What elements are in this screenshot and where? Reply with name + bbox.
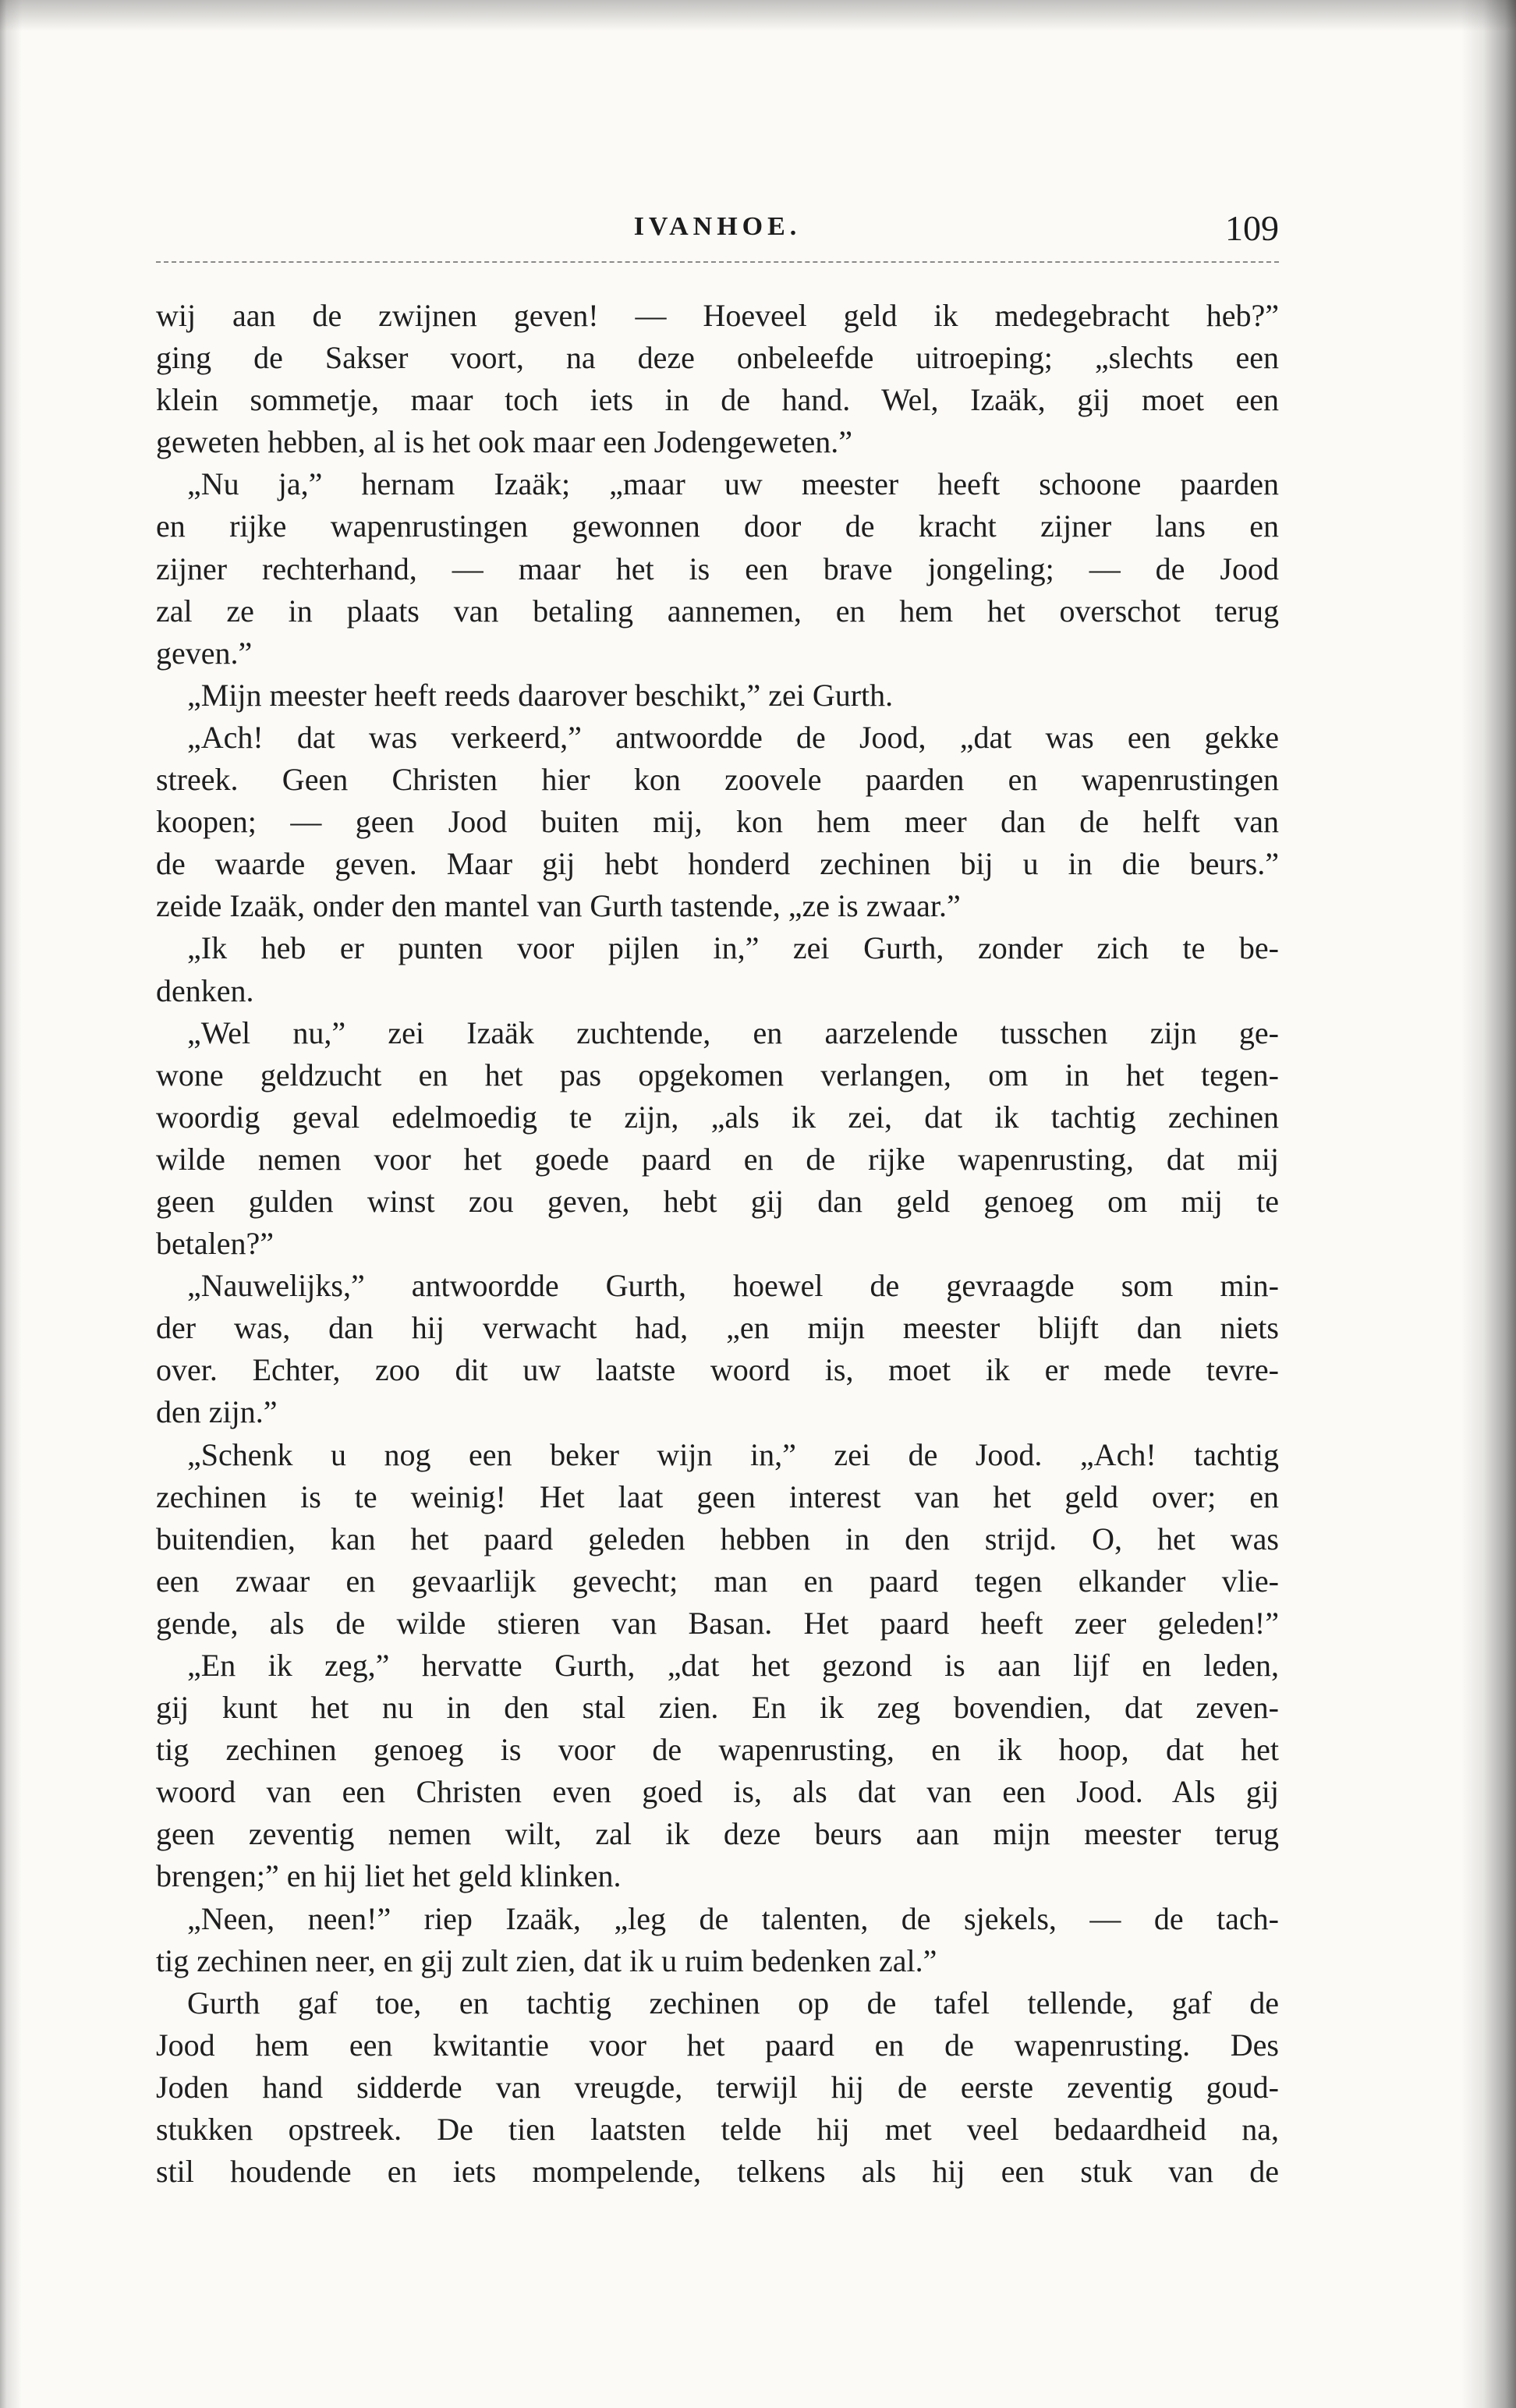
text-line: Gurth gaf toe, en tachtig zechinen op de tafel tellende, gaf de (187, 1985, 1279, 2020)
text-line: geen zeventig nemen wilt, zal ik deze beurs aan mijn meester terug (156, 1816, 1279, 1852)
text-line: brengen;” en hij liet het geld klinken. (156, 1858, 622, 1894)
text-line: „Ik heb er punten voor pijlen in,” zei Gurth, zonder zich te be- (187, 930, 1279, 966)
text-line: en rijke wapenrustingen gewonnen door de kracht zijner lans en (156, 508, 1279, 544)
text-line: der was, dan hij verwacht had, „en mijn meester blijft dan niets (156, 1310, 1279, 1346)
text-line: zeide Izaäk, onder den mantel van Gurth tastende, „ze is zwaar.” (156, 888, 961, 924)
text-line: geven.” (156, 635, 253, 671)
text-line: tig zechinen neer, en gij zult zien, dat ik u ruim bedenken zal.” (156, 1942, 937, 1978)
text-line: stukken opstreek. De tien laatsten telde hij met veel bedaardheid na, (156, 2112, 1279, 2148)
text-line: zal ze in plaats van betaling aannemen, en hem het overschot terug (156, 593, 1279, 629)
text-line: „Nu ja,” hernam Izaäk; „maar uw meester heeft schoone paarden (187, 466, 1279, 502)
text-line: wilde nemen voor het goede paard en de rijke wapenrusting, dat mij (156, 1141, 1279, 1177)
text-line: „Nauwelijks,” antwoordde Gurth, hoewel de gevraagde som min- (187, 1268, 1279, 1304)
text-line: ging de Sakser voort, na deze onbeleefde uitroeping; „slechts een (156, 340, 1279, 376)
text-line: tig zechinen genoeg is voor de wapenrusting, en ik hoop, dat het (156, 1732, 1279, 1768)
text-line: „Neen, neen!” riep Izaäk, „leg de talenten, de sjekels, — de tach- (187, 1900, 1279, 1936)
text-line: buitendien, kan het paard geleden hebben in den strijd. O, het was (156, 1521, 1279, 1556)
text-line: wone geldzucht en het pas opgekomen verlangen, om in het tegen- (156, 1057, 1279, 1092)
page-edge-shadow-right (1461, 0, 1516, 2408)
text-line: de waarde geven. Maar gij hebt honderd zechinen bij u in die beurs.” (156, 846, 1279, 882)
page-number: 109 (1225, 208, 1279, 248)
text-line: „Ach! dat was verkeerd,” antwoordde de Jood, „dat was een gekke (187, 719, 1279, 755)
page-edge-shadow-left (0, 0, 22, 2408)
body-text (156, 295, 1279, 2193)
text-line: geweten hebben, al is het ook maar een Jodengeweten.” (156, 424, 852, 460)
text-line: over. Echter, zoo dit uw laatste woord is, moet ik er mede tevre- (156, 1352, 1279, 1388)
page-edge-shadow-top (0, 0, 1516, 31)
running-title: IVANHOE. (633, 212, 802, 241)
text-line: wij aan de zwijnen geven! — Hoeveel geld ik medegebracht heb?” (156, 298, 1279, 333)
text-line: gende, als de wilde stieren van Basan. Het paard heeft zeer geleden!” (156, 1605, 1279, 1641)
text-line: „Schenk u nog een beker wijn in,” zei de Jood. „Ach! tachtig (187, 1436, 1279, 1472)
text-line: woordig geval edelmoedig te zijn, „als ik zei, dat ik tachtig zechinen (156, 1099, 1279, 1135)
text-line: Jood hem een kwitantie voor het paard en de wapenrusting. Des (156, 2027, 1279, 2063)
text-line: gij kunt het nu in den stal zien. En ik zeg bovendien, dat zeven- (156, 1690, 1279, 1726)
text-line: stil houdende en iets mompelende, telkens als hij een stuk van de (156, 2154, 1279, 2190)
text-line: Joden hand sidderde van vreugde, terwijl hij de eerste zeventig goud- (156, 2069, 1279, 2105)
text-line: betalen?” (156, 1226, 274, 1262)
text-line: zechinen is te weinig! Het laat geen interest van het geld over; en (156, 1478, 1279, 1514)
page-header (156, 208, 1279, 259)
text-line: geen gulden winst zou geven, hebt gij dan geld genoeg om mij te (156, 1183, 1279, 1219)
text-line: klein sommetje, maar toch iets in de hand. Wel, Izaäk, gij moet een (156, 382, 1279, 418)
text-line: denken. (156, 972, 254, 1008)
text-line: zijner rechterhand, — maar het is een brave jongeling; — de Jood (156, 551, 1279, 586)
text-line: woord van een Christen even goed is, als dat van een Jood. Als gij (156, 1774, 1279, 1810)
text-line: den zijn.” (156, 1394, 278, 1430)
text-line: „Wel nu,” zei Izaäk zuchtende, en aarzelende tusschen zijn ge- (187, 1015, 1279, 1050)
text-line: „En ik zeg,” hervatte Gurth, „dat het gezond is aan lijf en leden, (187, 1648, 1279, 1683)
text-line: koopen; — geen Jood buiten mij, kon hem meer dan de helft van (156, 804, 1279, 840)
header-rule (156, 261, 1279, 263)
text-line: streek. Geen Christen hier kon zoovele paarden en wapenrustingen (156, 762, 1279, 798)
text-line: een zwaar en gevaarlijk gevecht; man en paard tegen elkander vlie- (156, 1563, 1279, 1599)
text-line: „Mijn meester heeft reeds daarover beschikt,” zei Gurth. (187, 677, 894, 713)
